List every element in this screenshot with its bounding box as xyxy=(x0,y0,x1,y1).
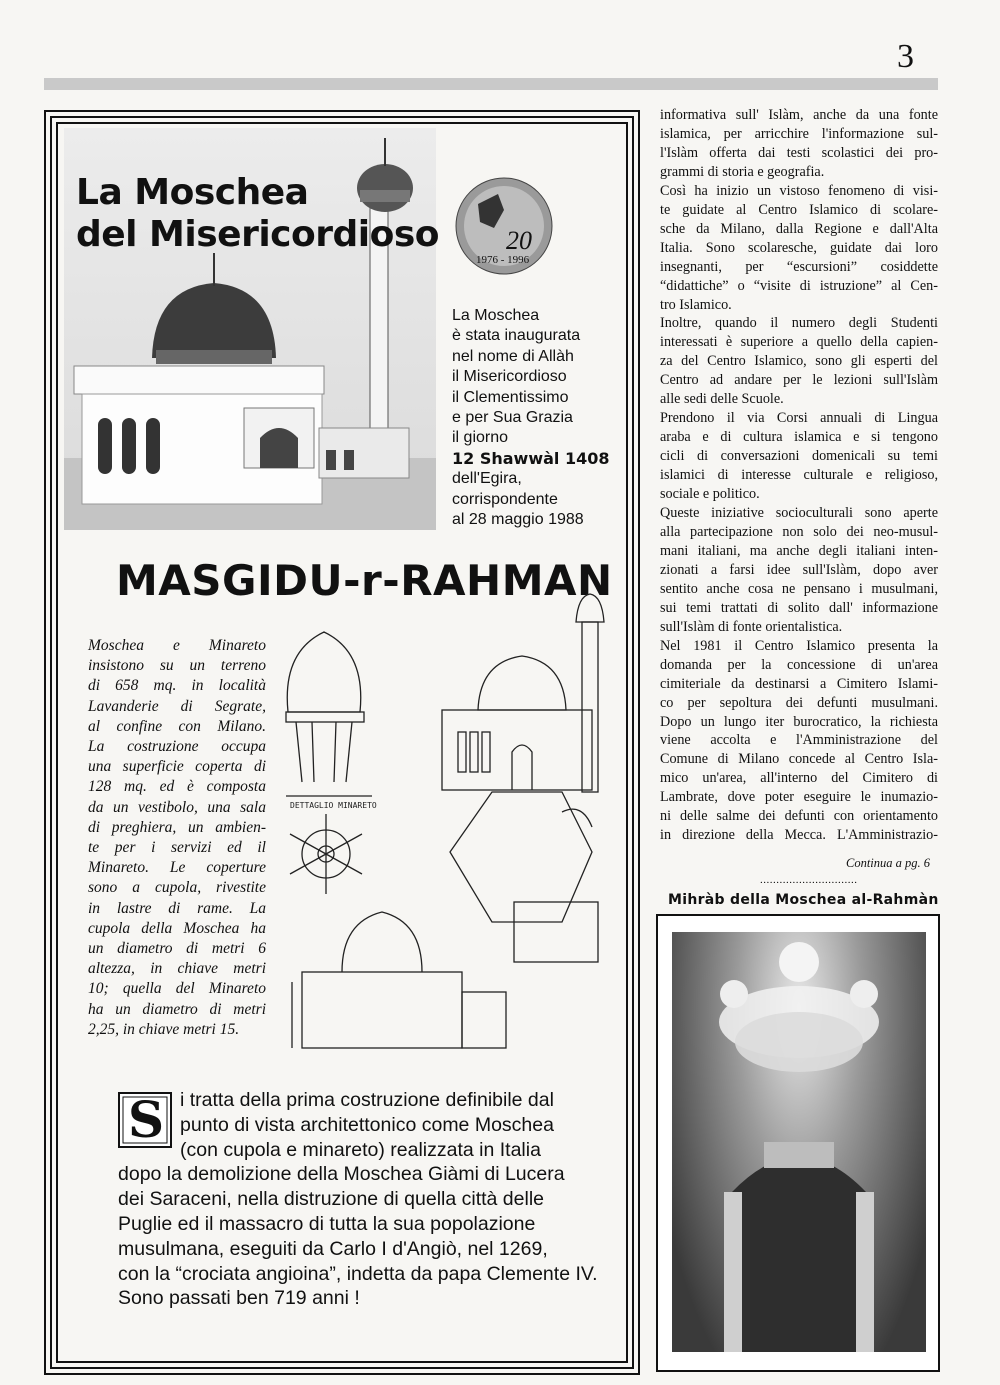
column-line: tro Islamico. xyxy=(660,296,732,313)
anniversary-badge xyxy=(454,176,554,276)
desc-line: insistono su un terreno xyxy=(88,657,266,675)
column-line: l'Islàm offerta dai testi scolastici dei pro- xyxy=(660,144,938,161)
desc-line: di 658 mq. in località xyxy=(88,677,266,695)
column-line: te guidate al Centro Islamico di scolare- xyxy=(660,201,938,218)
column-line: Comune di Milano concede al Centro Isla- xyxy=(660,751,938,768)
desc-line: La costruzione occupa xyxy=(88,738,266,756)
column-line: araba e di cultura islamica e si tengono xyxy=(660,429,938,446)
column-line: Nel 1981 il Centro Islamico presenta la xyxy=(660,637,938,654)
article-title-line-1: La Moschea xyxy=(76,172,309,213)
right-column-text xyxy=(660,106,938,845)
desc-line: 128 mq. ed è composta xyxy=(88,778,266,796)
closing-line: i tratta della prima costruzione definibile dal xyxy=(180,1089,554,1111)
intro-line: La Moschea xyxy=(452,307,540,324)
intro-line: il Misericordioso xyxy=(452,368,567,386)
desc-line: da un vestibolo, una sala xyxy=(88,798,266,816)
intro-line: e per Sua Grazia xyxy=(452,409,573,427)
intro-line: al 28 maggio 1988 xyxy=(452,511,584,529)
column-line: Queste iniziative socioculturali sono aperte xyxy=(660,505,938,522)
closing-line: Sono passati ben 719 anni ! xyxy=(118,1287,360,1310)
intro-line: nel nome di Allàh xyxy=(452,347,574,365)
badge-years: 1976 - 1996 xyxy=(476,254,530,266)
column-line: sui temi trattati di solito dall' informazione xyxy=(660,599,938,616)
inauguration-text xyxy=(452,306,622,530)
column-line: mico un'area, all'interno del Cimitero di xyxy=(660,770,938,787)
desc-line: in lastre di rame. La xyxy=(88,899,266,917)
intro-line: il Clementissimo xyxy=(452,388,569,406)
column-line: mani italiani, ma anche degli italiani inten- xyxy=(660,542,938,559)
column-line: cicli di conversazioni domenicali su temi xyxy=(660,448,938,465)
intro-date: 12 Shawwàl 1408 xyxy=(452,448,610,468)
column-line: grammi di storia e geografia. xyxy=(660,163,825,180)
desc-line: di preghiera, un ambien- xyxy=(88,818,266,836)
mihrab-photo xyxy=(672,932,926,1352)
desc-line: Moschea e Minareto xyxy=(88,637,266,654)
intro-line: corrispondente xyxy=(452,490,558,508)
desc-line: una superficie coperta di xyxy=(88,758,266,776)
desc-line: altezza, in chiave metri xyxy=(88,960,266,978)
desc-line: sono a cupola, rivestite xyxy=(88,879,266,897)
mihrab-caption: Mihràb della Moschea al-Rahmàn xyxy=(668,892,939,908)
column-line: Prendono il via Corsi annuali di Lingua xyxy=(660,410,938,427)
description-text xyxy=(88,636,266,1040)
column-line: alle sedi delle Scuole. xyxy=(660,391,784,408)
desc-line: un diametro di metri 6 xyxy=(88,940,266,958)
desc-line: cupola della Moschea ha xyxy=(88,919,266,937)
column-line: Italia. Sono scolaresche, guidate dai loro xyxy=(660,239,938,256)
architectural-drawings xyxy=(282,582,626,1052)
desc-line: te per i servizi ed il xyxy=(88,839,266,857)
column-line: domanda per la concessione di un'area xyxy=(660,656,938,673)
closing-line: dei Saraceni, nella distruzione di quella città delle xyxy=(118,1188,545,1211)
column-line: islamici di interesse culturale e religioso, xyxy=(660,467,938,484)
desc-line: 10; quella del Minareto xyxy=(88,980,266,998)
column-line: za del Centro Islamico, sono gli esperti del xyxy=(660,353,938,370)
closing-line: punto di vista architettonico come Moschea xyxy=(180,1113,554,1136)
intro-line: è stata inaugurata xyxy=(452,327,581,345)
column-line: sull'Islàm di fonte orientalistica. xyxy=(660,618,843,635)
column-line: alla partecipazione non solo dei neo-musul- xyxy=(660,523,938,540)
column-line: sociale e politico. xyxy=(660,486,760,503)
badge-number: 20 xyxy=(506,226,532,255)
closing-line: musulmana, eseguiti da Carlo I d'Angiò, nel 1269, xyxy=(118,1237,548,1260)
desc-line: Minareto. Le coperture xyxy=(88,859,266,877)
dropcap-letter: S xyxy=(128,1090,165,1149)
masgid-title: MASGIDU-r-RAHMAN xyxy=(116,556,613,605)
column-line: in direzione della Mecca. L'Amministrazio- xyxy=(660,827,938,844)
column-line: co per sepoltura dei defunti musulmani. xyxy=(660,694,938,711)
desc-line: ha un diametro di metri xyxy=(88,1000,266,1018)
desc-line: Lavanderie di Segrate, xyxy=(88,697,266,715)
intro-line: il giorno xyxy=(452,429,509,447)
article-title-line-2: del Misericordioso xyxy=(76,214,439,255)
column-line: informativa sull' Islàm, anche da una fonte xyxy=(660,107,938,123)
column-line: Centro ad andare per le lezioni sull'Islàm xyxy=(660,372,938,389)
column-line: “didattiche” o “visite di istruzione” al Cen- xyxy=(660,277,938,294)
column-line: viene accolta e l'Amministrazione del xyxy=(660,732,938,749)
closing-line: Puglie ed il massacro di tutta la sua popolazione xyxy=(118,1212,536,1235)
column-line: Dopo un lungo iter burocratico, la richiesta xyxy=(660,713,938,730)
closing-paragraph xyxy=(118,1088,598,1311)
column-line: Inoltre, quando il numero degli Studenti xyxy=(660,315,938,332)
closing-line: con la “crociata angioina”, indetta da papa Clemente IV. xyxy=(118,1262,598,1285)
column-line: islamica, per arricchire l'informazione sul- xyxy=(660,125,938,142)
closing-line: (con cupola e minareto) realizzata in Italia xyxy=(180,1138,541,1161)
column-line: interessati è superiore a quello della capien- xyxy=(660,334,938,351)
intro-line: dell'Egira, xyxy=(452,470,522,488)
column-line: sentito anche cosa ne pensano i musulmani, xyxy=(660,580,938,597)
drawing-label: DETTAGLIO MINARETO xyxy=(290,801,377,810)
column-line: cimiteriale da destinarsi a Cimitero Islami- xyxy=(660,675,938,692)
article-title xyxy=(76,172,439,256)
column-line: Così ha inizio un vistoso fenomeno di visi- xyxy=(660,182,938,199)
continued-note: Continua a pg. 6 xyxy=(846,856,931,870)
desc-line: 2,25, in chiave metri 15. xyxy=(88,1020,240,1038)
page-number: 3 xyxy=(897,38,914,75)
column-line: insegnanti, per “escursioni” cosiddette xyxy=(660,258,938,275)
desc-line: al confine con Milano. xyxy=(88,717,266,735)
column-line: ni delle salme dei defunti con orientamento xyxy=(660,808,938,825)
header-rule xyxy=(44,78,938,90)
column-line: zionati a farsi idee sull'Islàm, dopo aver xyxy=(660,561,938,578)
column-line: sche da Milano, dalla Regione e dall'Alta xyxy=(660,220,938,237)
column-line: Lambrate, dove poter eseguire le inumazio- xyxy=(660,789,938,806)
dotted-separator: .............................. xyxy=(760,874,858,886)
closing-line: dopo la demolizione della Moschea Giàmi di Lucera xyxy=(118,1163,565,1186)
